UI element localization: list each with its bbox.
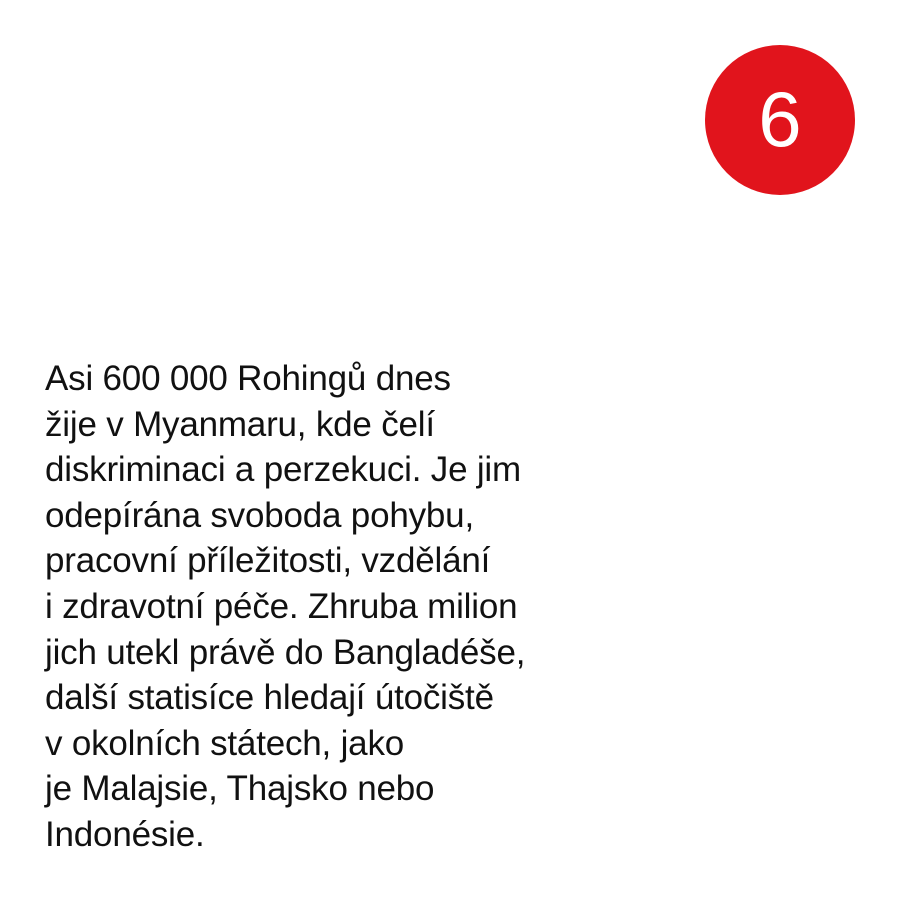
paragraph-line-7: jich utekl právě do Bangladéše, bbox=[45, 632, 526, 672]
paragraph-line-2: žije v Myanmaru, kde čelí bbox=[45, 404, 435, 444]
paragraph-line-10: je Malajsie, Thajsko nebo bbox=[45, 769, 435, 809]
paragraph-line-3: diskriminaci a perzekuci. Je jim bbox=[45, 450, 521, 490]
paragraph-line-11: Indonésie. bbox=[45, 814, 205, 854]
paragraph-line-6: i zdravotní péče. Zhruba milion bbox=[45, 586, 518, 626]
paragraph-line-1: Asi 600 000 Rohingů dnes bbox=[45, 359, 451, 398]
slide-number: 6 bbox=[758, 75, 802, 163]
paragraph-line-9: v okolních státech, jako bbox=[45, 723, 405, 763]
paragraph-line-8: další statisíce hledají útočiště bbox=[45, 678, 494, 718]
paragraph-line-4: odepírána svoboda pohybu, bbox=[45, 495, 474, 535]
info-paragraph bbox=[45, 356, 665, 858]
paragraph-line-5: pracovní příležitosti, vzdělání bbox=[45, 541, 491, 581]
slide-number-badge bbox=[705, 45, 855, 195]
